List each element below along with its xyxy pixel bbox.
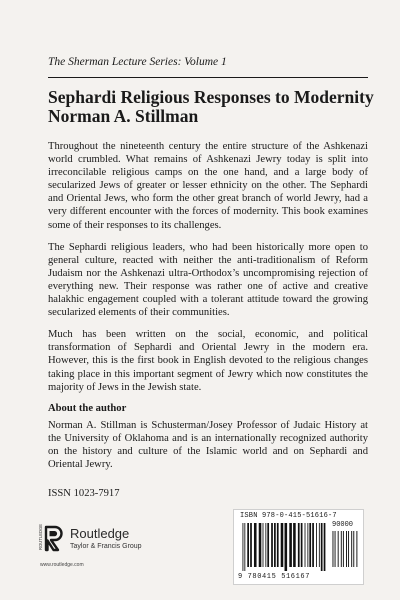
- author-name: Norman A. Stillman: [48, 106, 199, 126]
- barcode-bar: [259, 523, 262, 567]
- barcode-addon-number: 90000: [332, 521, 354, 529]
- barcode-bar: [356, 531, 357, 567]
- barcode-bar: [346, 531, 347, 567]
- barcode-bar: [335, 531, 336, 567]
- series-name: The Sherman Lecture Series: Volume 1: [48, 56, 227, 68]
- issn-number: ISSN 1023-7917: [48, 488, 120, 499]
- ean-barcode: [242, 523, 328, 571]
- publisher-name: Routledge: [70, 526, 130, 541]
- barcode-bar: [316, 523, 317, 567]
- publisher-group: Taylor & Francis Group: [70, 543, 142, 550]
- barcode-bar: [321, 523, 323, 571]
- barcode-bar: [312, 523, 314, 567]
- barcode-panel: [233, 509, 364, 585]
- barcode-bar: [348, 531, 349, 567]
- publisher-logo: [40, 524, 200, 584]
- barcode-bar: [281, 523, 284, 567]
- barcode-bar: [343, 531, 344, 567]
- blurb-paragraph-3: Much has been written on the social, economic, and political transformation of Sephardi and Oriental Jewry in the modern era. However, this is the first book in English devoted to the religious changes taking place in this important segment of Jewry which now constitutes the majority of Jews in the Jewish state.: [48, 329, 368, 393]
- barcode-bar: [353, 531, 354, 567]
- barcode-bar: [244, 523, 245, 571]
- barcode-bar: [333, 531, 334, 567]
- barcode-bar: [341, 531, 342, 567]
- title-text: Sephardi Religious Responses to Modernity: [48, 87, 374, 107]
- barcode-bar: [285, 523, 288, 571]
- title-rule: [48, 77, 368, 78]
- barcode-bar: [263, 523, 264, 567]
- barcode-bar: [298, 523, 300, 567]
- blurb-paragraph-2: The Sephardi religious leaders, who had been historically more open to general culture, reacted with neither the anti-traditionalism of Reform Judaism nor the Ashkenazi ultra-Orthodox’s uncompromising rejection of everything new. Their response was rather one of active and creative halakhic engagement coupled with a tolerant attitude toward the growing secularized elements of their communities.: [48, 241, 368, 319]
- addon-barcode: [332, 531, 359, 571]
- barcode-bar: [319, 523, 320, 567]
- barcode-bar: [301, 523, 303, 567]
- barcode-bar: [277, 523, 279, 567]
- barcode-bar: [267, 523, 269, 567]
- barcode-bar: [289, 523, 292, 567]
- barcode-number: 9 780415 516167: [238, 573, 311, 581]
- barcode-bar: [309, 523, 311, 567]
- text-block: [48, 56, 374, 480]
- about-author-text: Norman A. Stillman is Schusterman/Josey Professor of Judaic History at the University of Oklahoma and is an internationally recognized authority on the history and culture of the Islamic world and on Sephardi and Oriental Jewry.: [48, 419, 368, 470]
- book-title: [48, 87, 374, 126]
- barcode-bar: [243, 523, 244, 571]
- barcode-bar: [307, 523, 308, 567]
- publisher-vertical-text: ROUTLEDGE: [38, 523, 43, 550]
- about-author-heading: About the author: [48, 402, 127, 414]
- barcode-bar: [338, 531, 339, 567]
- barcode-bar: [265, 523, 266, 567]
- barcode-bar: [254, 523, 257, 567]
- barcode-bar: [250, 523, 252, 567]
- publisher-url: www.routledge.com: [40, 562, 84, 568]
- barcode-bar: [305, 523, 306, 567]
- barcode-bar: [324, 523, 326, 571]
- routledge-r-logo-icon: [40, 524, 66, 552]
- barcode-bar: [274, 523, 276, 567]
- isbn-text: ISBN 978-0-415-51616-7: [240, 512, 337, 520]
- barcode-bar: [271, 523, 273, 567]
- barcode-bar: [293, 523, 296, 567]
- blurb-paragraph-1: Throughout the nineteenth century the entire structure of the Ashkenazi world crumbled. What remains of Ashkenazi Jewry today is split into irreconcilable religious camps on the one hand, and a large body of secularized Jews of greater or lesser ethnicity on the other. The Sephardi and Oriental Jews, who form the other great branch of world Jewry, had a very different encounter with the forces of modernity. This book examines some of their responses to its challenges.: [48, 141, 368, 231]
- barcode-bar: [351, 531, 352, 567]
- barcode-bar: [247, 523, 249, 567]
